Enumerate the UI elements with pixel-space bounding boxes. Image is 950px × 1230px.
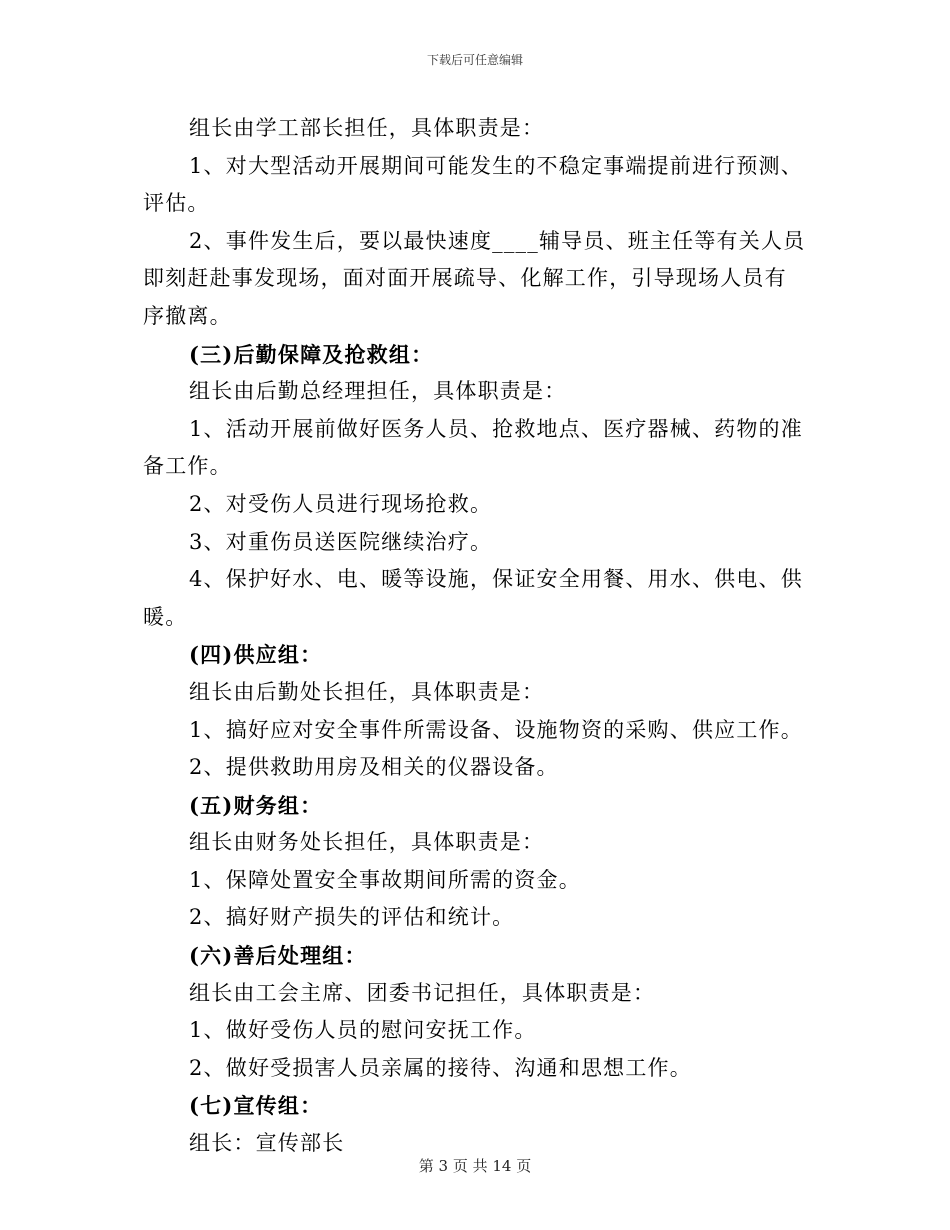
paragraph: 2、对受伤人员进行现场抢救。 bbox=[189, 491, 493, 516]
paragraph: 2、做好受损害人员亲属的接待、沟通和思想工作。 bbox=[189, 1055, 692, 1080]
paragraph: 1、对大型活动开展期间可能发生的不稳定事端提前进行预测、评估。 bbox=[143, 153, 803, 216]
paragraph: 组长由后勤总经理担任，具体职责是： bbox=[189, 379, 567, 404]
paragraph: 2、提供救助用房及相关的仪器设备。 bbox=[189, 755, 559, 780]
paragraph: 3、对重伤员送医院继续治疗。 bbox=[189, 529, 493, 554]
page-header: 下载后可任意编辑 bbox=[426, 53, 523, 67]
section-heading: (七)宣传组： bbox=[189, 1093, 323, 1119]
paragraph: 1、活动开展前做好医务人员、抢救地点、医疗器械、药物的准备工作。 bbox=[143, 416, 803, 479]
paragraph: 组长：宣传部长 bbox=[189, 1131, 345, 1156]
paragraph: 组长由后勤处长担任，具体职责是： bbox=[189, 679, 545, 704]
section-heading: (五)财务组： bbox=[189, 792, 323, 818]
paragraph: 组长由学工部长担任，具体职责是： bbox=[189, 116, 545, 140]
paragraph: 4、保护好水、电、暖等设施，保证安全用餐、用水、供电、供暖。 bbox=[143, 567, 803, 629]
paragraph: 1、搞好应对安全事件所需设备、设施物资的采购、供应工作。 bbox=[189, 717, 803, 742]
paragraph: 组长由财务处长担任，具体职责是： bbox=[189, 830, 545, 855]
paragraph: 1、保障处置安全事故期间所需的资金。 bbox=[189, 867, 581, 892]
paragraph: 1、做好受伤人员的慰问安抚工作。 bbox=[189, 1018, 537, 1043]
section-heading: (四)供应组： bbox=[189, 642, 323, 668]
document-body bbox=[143, 110, 807, 1163]
paragraph: 2、搞好财产损失的评估和统计。 bbox=[189, 905, 515, 930]
section-heading: (六)善后处理组： bbox=[189, 943, 367, 969]
paragraph: 组长由工会主席、团委书记担任，具体职责是： bbox=[189, 980, 656, 1005]
paragraph: 2、事件发生后，要以最快速度____辅导员、班主任等有关人员即刻赶赴事发现场，面对面开展疏导、化解工作，引导现场人员有序撤离。 bbox=[143, 228, 806, 328]
page-footer: 第 3 页 共 14 页 bbox=[418, 1157, 532, 1175]
section-heading: (三)后勤保障及抢救组： bbox=[189, 341, 434, 367]
